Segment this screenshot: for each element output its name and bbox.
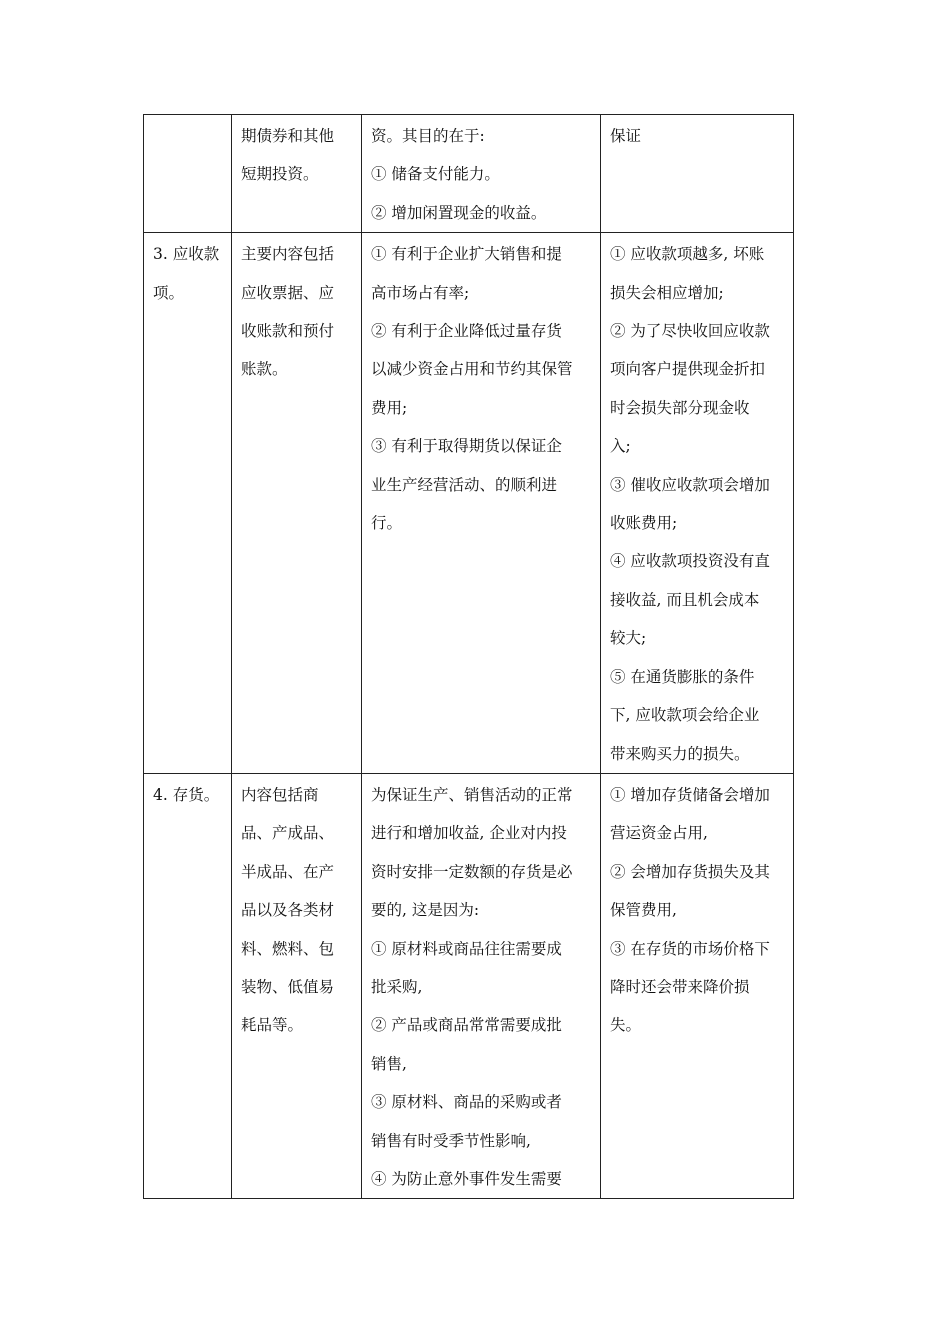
text-line: 主要内容包括 [241,245,335,264]
table-row [144,233,794,774]
text-line: 半成品、在产 [241,862,335,881]
text-line: 销售, [371,1054,407,1073]
text-line: ② 为了尽快收回应收款 [610,322,770,341]
text-line: 账款。 [241,360,288,379]
text-line: 失。 [610,1016,642,1035]
text-line: 较大; [610,629,647,648]
text-line: ④ 为防止意外事件发生需要 [371,1169,562,1188]
text-line: 批采购, [371,977,423,996]
text-line: 行。 [371,514,403,533]
text-line: ① 应收款项越多, 坏账 [610,245,765,264]
text-line: ④ 应收款项投资没有直 [610,552,770,571]
text-line: 品以及各类材 [241,901,335,920]
category-cell [144,233,232,774]
purpose-cell [362,115,601,233]
text-line: 内容包括商 [241,785,319,804]
risk-cell [601,115,794,233]
text-line: ③ 催收应收款项会增加 [610,475,770,494]
text-line: ② 产品或商品常常需要成批 [371,1016,562,1035]
text-line: 以减少资金占用和节约其保管 [371,360,573,379]
text-line: ① 储备支付能力。 [371,165,500,184]
text-line: 3. 应收款 [153,245,220,264]
text-line: 资时安排一定数额的存货是必 [371,862,573,881]
text-line: 品、产成品、 [241,824,335,843]
risk-cell [601,233,794,774]
investment-table [143,114,794,1199]
text-line: ③ 原材料、商品的采购或者 [371,1093,562,1112]
text-line: ③ 在存货的市场价格下 [610,939,770,958]
category-cell [144,773,232,1198]
text-line: 带来购买力的损失。 [610,744,750,763]
text-line: ① 增加存货储备会增加 [610,785,770,804]
table-row [144,115,794,233]
text-line: 入; [610,437,631,456]
content-cell [232,773,362,1198]
text-line: 收账费用; [610,514,678,533]
category-cell [144,115,232,233]
text-line: 料、燃料、包 [241,939,335,958]
text-line: 短期投资。 [241,165,319,184]
text-line: ② 有利于企业降低过量存货 [371,322,562,341]
text-line: 4. 存货。 [153,785,220,804]
purpose-cell [362,233,601,774]
text-line: 期债券和其他 [241,127,335,145]
text-line: 要的, 这是因为: [371,901,480,920]
risk-cell [601,773,794,1198]
content-cell [232,233,362,774]
text-line: 销售有时受季节性影响, [371,1131,531,1150]
text-line: ③ 有利于取得期货以保证企 [371,437,562,456]
text-line: 下, 应收款项会给企业 [610,706,760,725]
text-line: ② 会增加存货损失及其 [610,862,770,881]
text-line: 接收益, 而且机会成本 [610,590,760,609]
text-line: 进行和增加收益, 企业对内投 [371,824,567,843]
text-line: 项向客户提供现金折扣 [610,360,766,379]
table-body [144,115,794,1199]
text-line: 高市场占有率; [371,283,470,302]
text-line: 应收票据、应 [241,283,335,302]
text-line: ① 有利于企业扩大销售和提 [371,245,562,264]
text-line: ⑤ 在通货膨胀的条件 [610,667,755,686]
content-cell [232,115,362,233]
text-line: ② 增加闲置现金的收益。 [371,203,547,222]
text-line: 业生产经营活动、的顺利进 [371,475,558,494]
text-line: 费用; [371,398,408,417]
text-line: 资。其目的在于: [371,127,485,145]
text-line: 保证 [610,127,642,145]
text-line: 收账款和预付 [241,322,335,341]
text-line: 装物、低值易 [241,977,335,996]
text-line: ① 原材料或商品往往需要成 [371,939,562,958]
table-row [144,773,794,1198]
purpose-cell [362,773,601,1198]
text-line: 时会损失部分现金收 [610,398,750,417]
text-line: 为保证生产、销售活动的正常 [371,785,573,804]
text-line: 项。 [153,283,185,302]
text-line: 营运资金占用, [610,824,708,843]
text-line: 降时还会带来降价损 [610,977,750,996]
text-line: 保管费用, [610,901,677,920]
text-line: 耗品等。 [241,1016,304,1035]
text-line: 损失会相应增加; [610,283,724,302]
